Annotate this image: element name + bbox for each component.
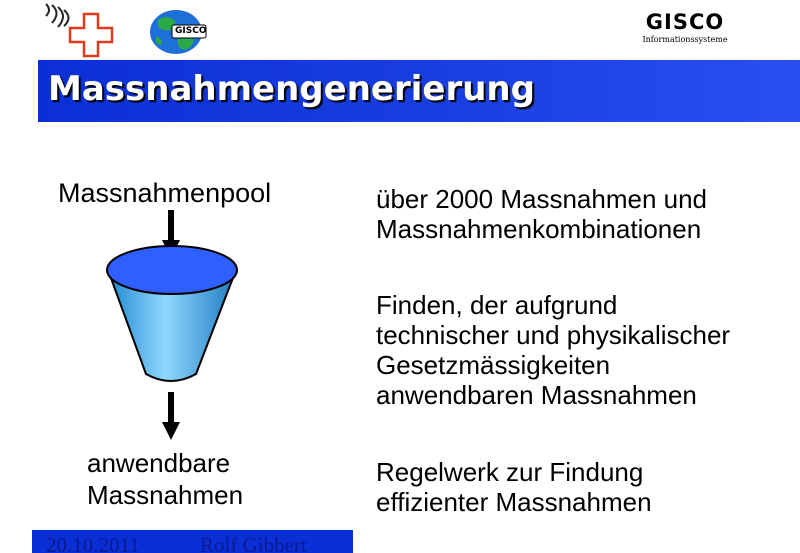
bullet-line: anwendbaren Massnahmen [376, 380, 697, 410]
globe-logo [148, 8, 208, 56]
brand [620, 10, 750, 44]
pool-label: Massnahmenpool [58, 178, 272, 208]
result-label-line2: Massnahmen [87, 480, 244, 510]
bullet-list [376, 184, 796, 517]
brand-subtitle: Informationssysteme [642, 35, 728, 44]
result-label-line1: anwendbare [87, 448, 231, 478]
bullet-line: Massnahmenkombinationen [376, 214, 702, 244]
bullet-item [376, 290, 796, 410]
bullet-line: über 2000 Massnahmen und [376, 184, 708, 214]
globe-logo-text: GISCO [175, 26, 207, 36]
funnel-diagram [96, 206, 246, 446]
bullet-line: Finden, der aufgrund [376, 290, 618, 320]
funnel-icon [107, 246, 237, 381]
brand-title: GISCO [645, 10, 725, 34]
bullet-line: effizienter Massnahmen [376, 487, 652, 517]
bullet-line: Regelwerk zur Findung [376, 457, 644, 487]
bullet-line: technischer und physikalischer [376, 320, 731, 350]
footer-date: 20.10.2011 [46, 533, 140, 553]
swiss-cross-signal-logo [38, 2, 122, 58]
bullet-item [376, 184, 796, 244]
footer-author: Rolf Gibbert [200, 533, 307, 553]
title-bar [38, 60, 800, 122]
result-label [87, 447, 243, 511]
bullet-line: Gesetzmässigkeiten [376, 350, 611, 380]
bullet-item [376, 457, 796, 517]
slide-title: Massnahmengenerierung [48, 69, 535, 109]
arrow-down-icon [162, 392, 180, 440]
footer-bar [32, 530, 353, 553]
